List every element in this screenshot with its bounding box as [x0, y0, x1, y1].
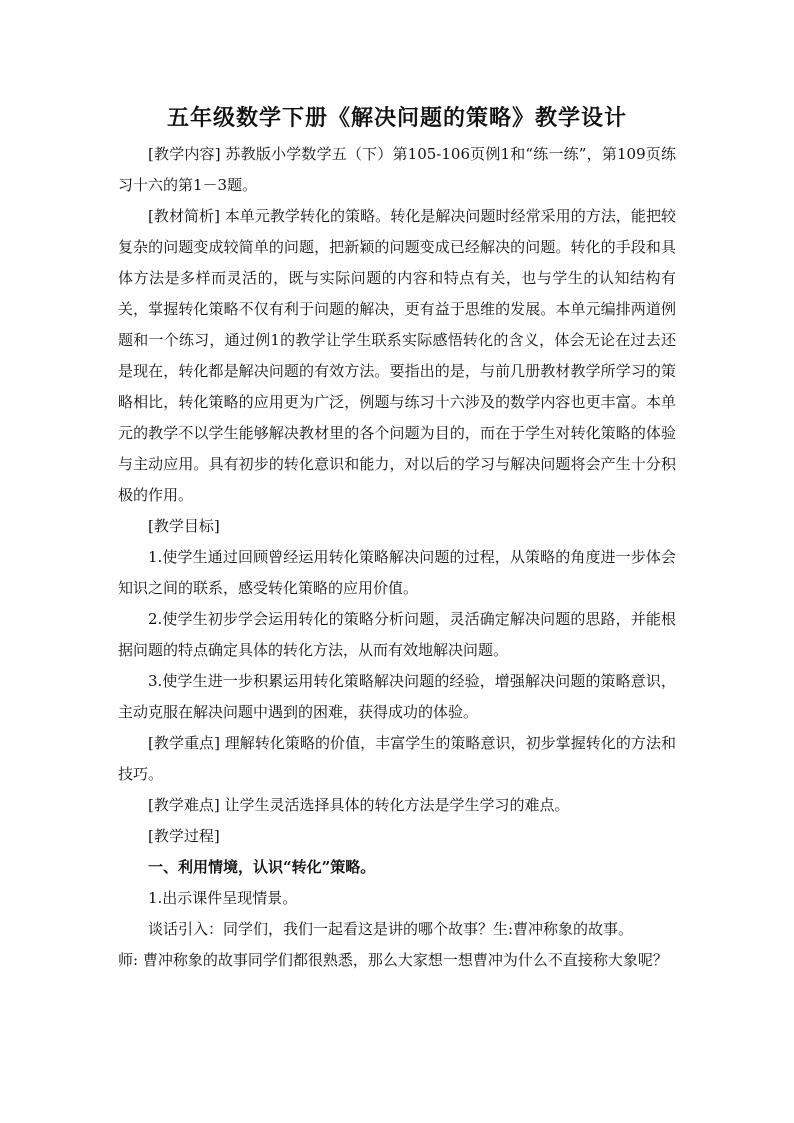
heading-teaching-process: [教学过程]: [148, 827, 220, 845]
goal-item-1: 1.使学生通过回顾曾经运用转化策略解决问题的过程，从策略的角度进一步体会知识之间的联系，感受转化策略的应用价值。: [118, 548, 676, 597]
goal-item-3: 3.使学生进一步积累运用转化策略解决问题的经验，增强解决问题的策略意识，主动克服在解决问题中遇到的困难，获得成功的体验。: [118, 672, 676, 721]
paragraph-material-analysis: [教材简析] 本单元教学转化的策略。转化是解决问题时经常采用的方法，能把较复杂的问题变成较简单的问题，把新颖的问题变成已经解决的问题。转化的手段和具体方法是多样而灵活的，既与实际问题的内容和特点有关，也与学生的认知结构有关，掌握转化策略不仅有利于问题的解决，更有益于思维的发展。本单元编排两道例题和一个练习，通过例1的教学让学生联系实际感悟转化的含义，体会无论在过去还是现在，转化都是解决问题的有效方法。要指出的是，与前几册教材教学所学习的策略相比，转化策略的应用更为广泛，例题与练习十六涉及的数学内容也更丰富。本单元的教学不以学生能够解决教材里的各个问题为目的，而在于学生对转化策略的体验与主动应用。具有初步的转化意识和能力，对以后的学习与解决问题将会产生十分积极的作用。: [118, 207, 676, 504]
heading-teaching-goals: [教学目标]: [148, 517, 220, 535]
paragraph-teaching-content: [教学内容] 苏教版小学数学五（下）第105-106页例1和“练一练”，第109页练习十六的第1－3题。: [118, 145, 676, 194]
step-item-1: 1.出示课件呈现情景。: [148, 889, 298, 907]
paragraph-teaching-focus: [教学重点] 理解转化策略的价值，丰富学生的策略意识，初步掌握转化的方法和技巧。: [118, 734, 676, 783]
goal-item-2: 2.使学生初步学会运用转化的策略分析问题，灵活确定解决问题的思路，并能根据问题的特点确定具体的转化方法，从而有效地解决问题。: [118, 610, 676, 659]
dialogue-intro: 谈话引入：同学们，我们一起看这是讲的哪个故事？生:曹冲称象的故事。: [148, 920, 634, 938]
paragraph-teaching-difficulty: [教学难点] 让学生灵活选择具体的转化方法是学生学习的难点。: [148, 796, 570, 814]
dialogue-teacher: 师: 曹冲称象的故事同学们都很熟悉，那么大家想一想曹冲为什么不直接称大象呢？: [118, 951, 668, 969]
document-body: [118, 139, 676, 976]
document-title: 五年级数学下册《解决问题的策略》教学设计: [166, 105, 627, 131]
section-heading-1: 一、利用情境，认识“转化”策略。: [148, 858, 376, 876]
